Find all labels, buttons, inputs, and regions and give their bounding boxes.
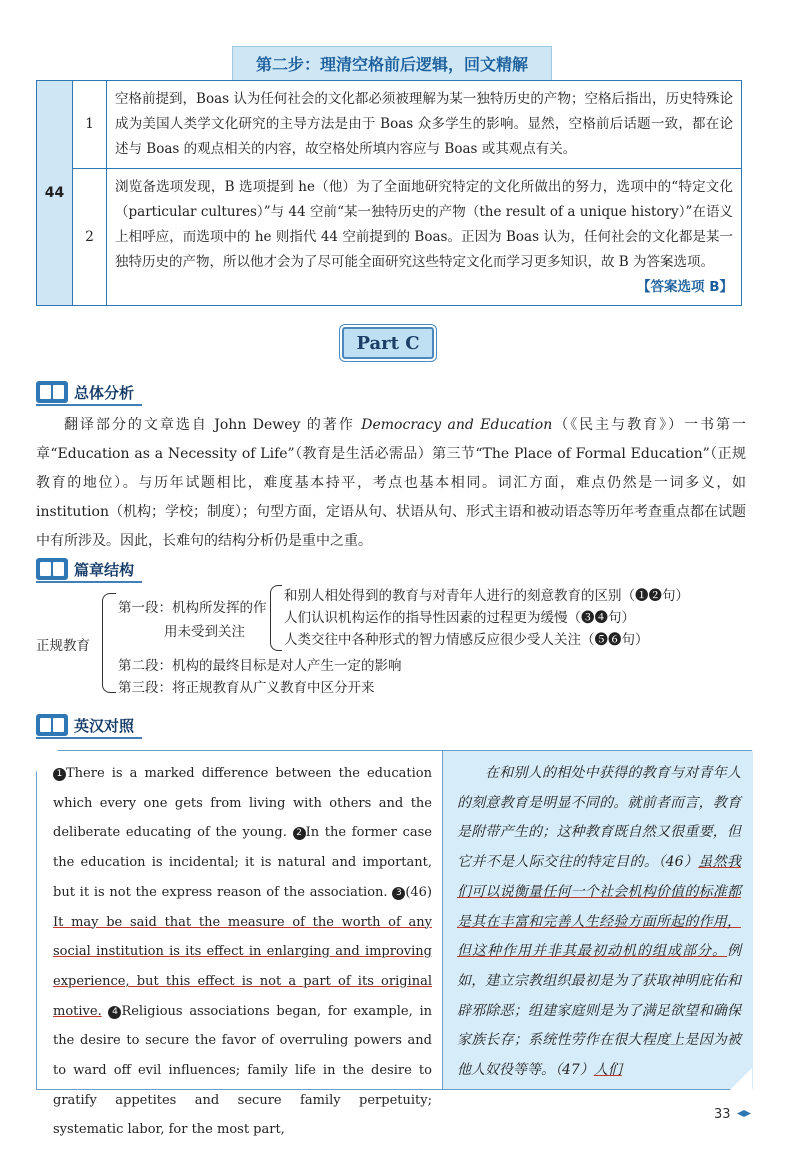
section-title-structure [36, 557, 142, 583]
section-title-text: 总体分析 [74, 383, 135, 402]
tree-sub1: 和别人相处得到的教育与对青年人进行的刻意教育的区别（❶❷句） [284, 588, 689, 604]
corner-decoration [730, 1068, 752, 1090]
tree-sub2: 人们认识机构运作的指导性因素的过程更为缓慢（❸❹句） [284, 610, 635, 626]
step-row-body: 浏览备选项发现，B 选项提到 he（他）为了全面地研究特定的文化所做出的努力，选项中的“特定文化（particular cultures）”与 44 空前“某一独特历史的产物（the result of a unique history）”在语义上相呼应，而选项中的 he 则指代 44 空前提到的 Boas。正因为 Boas 认为，任何社会的文化都是某一独特历史的产物，所以他才会为了尽可能全面研究这些特定文化而学习更多知识，故 B 为答案选项。 [115, 178, 733, 270]
graduation-cap-icon [737, 1110, 751, 1120]
tree-para3: 第三段：将正规教育从广义教育中区分开来 [118, 680, 375, 696]
english-sentence: In the former case the education is incidental; it is natural and important, but it is not the express reason of the association. [53, 825, 432, 900]
chinese-text-underlined: 人们 [593, 1062, 622, 1079]
page-number: 33 [714, 1107, 731, 1122]
tree-para2: 第二段：机构的最终目标是对人产生一定的影响 [118, 658, 402, 674]
brace [102, 593, 116, 693]
question-number: 44 [37, 81, 73, 306]
sentence-marker: 1 [53, 768, 66, 781]
step-header: 第二步：理清空格前后逻辑，回文精解 [232, 46, 552, 80]
section-title-text: 英汉对照 [74, 716, 135, 735]
part-label: Part C [342, 327, 434, 359]
chinese-column [442, 751, 753, 1089]
chinese-text: 例如，建立宗教组织最初是为了获取神明庇佑和辟邪除恶；组建家庭则是为了满足欲望和确保家族长存；系统性劳作在很大程度上是因为被他人奴役等等。（47） [457, 943, 741, 1079]
tree-para1-b: 用未受到关注 [164, 624, 245, 640]
overview-text: 翻译部分的文章选自 John Dewey 的著作 [64, 417, 362, 433]
sentence-marker: 4 [108, 1006, 121, 1019]
brace [270, 585, 282, 651]
tree-root: 正规教育 [36, 638, 90, 654]
chinese-text: 在和别人的相处中获得的教育与对青年人的刻意教育是明显不同的。就前者而言，教育是附带产生的；这种教育既自然又很重要，但它并不是人际交往的特定目的。（46） [457, 765, 741, 871]
step-row-number: 2 [73, 169, 107, 306]
book-icon [36, 558, 68, 580]
overview-text: （《民主与教育》）一书第一章“Education as a Necessity of Life”（教育是生活必需品）第三节“The Place of Formal Education”（正规教育的地位）。与历年试题相比，难度基本持平，考点也基本相同。词汇方面，难点仍然是一词多义，如 institution（机构；学校；制度）；句型方面，定语从句、状语从句、形式主语和被动语态等历年考查重点都在试题中有所涉及。因此，长难句的结构分析仍是重中之重。 [36, 417, 746, 549]
sentence-marker: 2 [293, 827, 306, 840]
english-column [37, 751, 442, 1138]
english-sentence: Religious associations began, for example, in the desire to secure the favor of overruling powers and to ward off evil influences; family life in the desire to gratify appetites and secure family perpetuity; systematic labor, for the most part, [53, 1003, 432, 1138]
overview-paragraph [36, 411, 746, 556]
step-table [36, 80, 742, 306]
corner-decoration [36, 750, 58, 772]
section-title-bilingual [36, 713, 142, 739]
section-title-overview [36, 380, 142, 406]
question-label: (46) [405, 884, 432, 900]
step-row-text [107, 169, 742, 306]
sentence-marker: 3 [392, 887, 405, 900]
chinese-text-underlined: 虽然我们可以说衡量任何一个社会机构价值的标准都是其在丰富和完善人生经验方面所起的作用，但这种作用并非其最初动机的组成部分。 [457, 854, 741, 960]
english-sentence: There is a marked difference between the education which every one gets from living with others and the deliberate educating of the young. [53, 766, 432, 841]
answer-tag: 【答案选项 B】 [637, 278, 733, 295]
step-row-number: 1 [73, 81, 107, 169]
english-sentence-underlined: It may be said that the measure of the worth of any social institution is its effect in enlarging and improving experience, but this effect is not a part of its original motive. [53, 914, 432, 1019]
book-icon [36, 714, 68, 736]
section-title-text: 篇章结构 [74, 560, 135, 579]
step-row-text: 空格前提到，Boas 认为任何社会的文化都必须被理解为某一独特历史的产物；空格后指出，历史特殊论成为美国人类学文化研究的主导方法是由于 Boas 众多学生的影响。显然，空格前后话题一致，都在论述与 Boas 的观点相关的内容，故空格处所填内容应与 Boas 或其观点有关。 [107, 81, 742, 169]
structure-tree [36, 585, 756, 700]
book-icon [36, 381, 68, 403]
tree-sub3: 人类交往中各种形式的智力情感反应很少受人关注（❺❻句） [284, 632, 649, 648]
tree-para1-a: 第一段：机构所发挥的作 [118, 600, 267, 616]
book-title: Democracy and Education [361, 417, 553, 433]
